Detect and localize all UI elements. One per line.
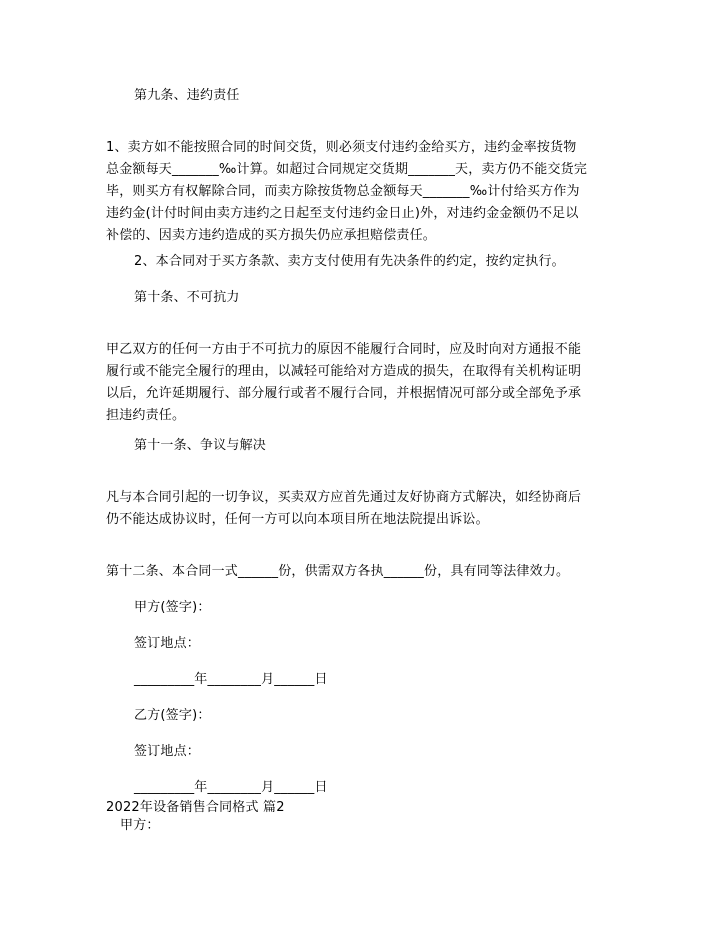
article-10-line2: 履行或不能完全履行的理由，以减轻可能给对方造成的损失，在取得有关机构证明 <box>106 364 582 379</box>
party-a-signature-label: 甲方(签字)： <box>134 600 211 615</box>
article-10-line4: 担违约责任。 <box>106 408 186 423</box>
signing-place-label-1: 签订地点： <box>134 636 201 651</box>
article-10-line3: 以后，允许延期履行、部分履行或者不履行合同，并根据情况可部分或全部免予承 <box>106 386 582 401</box>
article-10-title: 第十条、不可抗力 <box>134 290 240 305</box>
article-9-para1-line4: 违约金(计付时间由卖方违约之日起至支付违约金日止)外，对违约金金额仍不足以 <box>106 206 579 221</box>
article-10-line1: 甲乙双方的任何一方由于不可抗力的原因不能履行合同时，应及时向对方通报不能 <box>106 342 582 357</box>
signing-date-1: _________年________月______日 <box>134 672 328 687</box>
article-11-line1: 凡与本合同引起的一切争议，买卖双方应首先通过友好协商方式解决，如经协商后 <box>106 490 582 505</box>
article-9-para1-line3: 毕，则买方有权解除合同，而卖方除按货物总金额每天_______‰计付给买方作为 <box>106 184 580 199</box>
article-12: 第十二条、本合同一式______份，供需双方各执______份，具有同等法律效力。 <box>106 564 570 579</box>
signing-place-label-2: 签订地点： <box>134 744 201 759</box>
article-9-para1-line2: 总金额每天_______‰计算。如超过合同规定交货期_______天，卖方仍不能交货完 <box>106 162 588 177</box>
article-9-para2: 2、本合同对于买方条款、卖方支付使用有先决条件的约定，按约定执行。 <box>134 254 565 269</box>
signing-date-2: _________年________月______日 <box>134 780 328 795</box>
article-9-para1-line5: 补偿的、因卖方违约造成的买方损失仍应承担赔偿责任。 <box>106 228 437 243</box>
next-party-a-label: 甲方： <box>120 818 160 833</box>
party-b-signature-label: 乙方(签字)： <box>134 708 211 723</box>
article-9-title: 第九条、违约责任 <box>134 88 240 103</box>
next-section-title: 2022年设备销售合同格式 篇2 <box>106 800 285 815</box>
article-11-title: 第十一条、争议与解决 <box>134 438 267 453</box>
article-11-line2: 仍不能达成协议时，任何一方可以向本项目所在地法院提出诉讼。 <box>106 512 489 527</box>
article-9-para1-line1: 1、卖方如不能按照合同的时间交货，则必须支付违约金给买方，违约金率按货物 <box>106 140 577 155</box>
